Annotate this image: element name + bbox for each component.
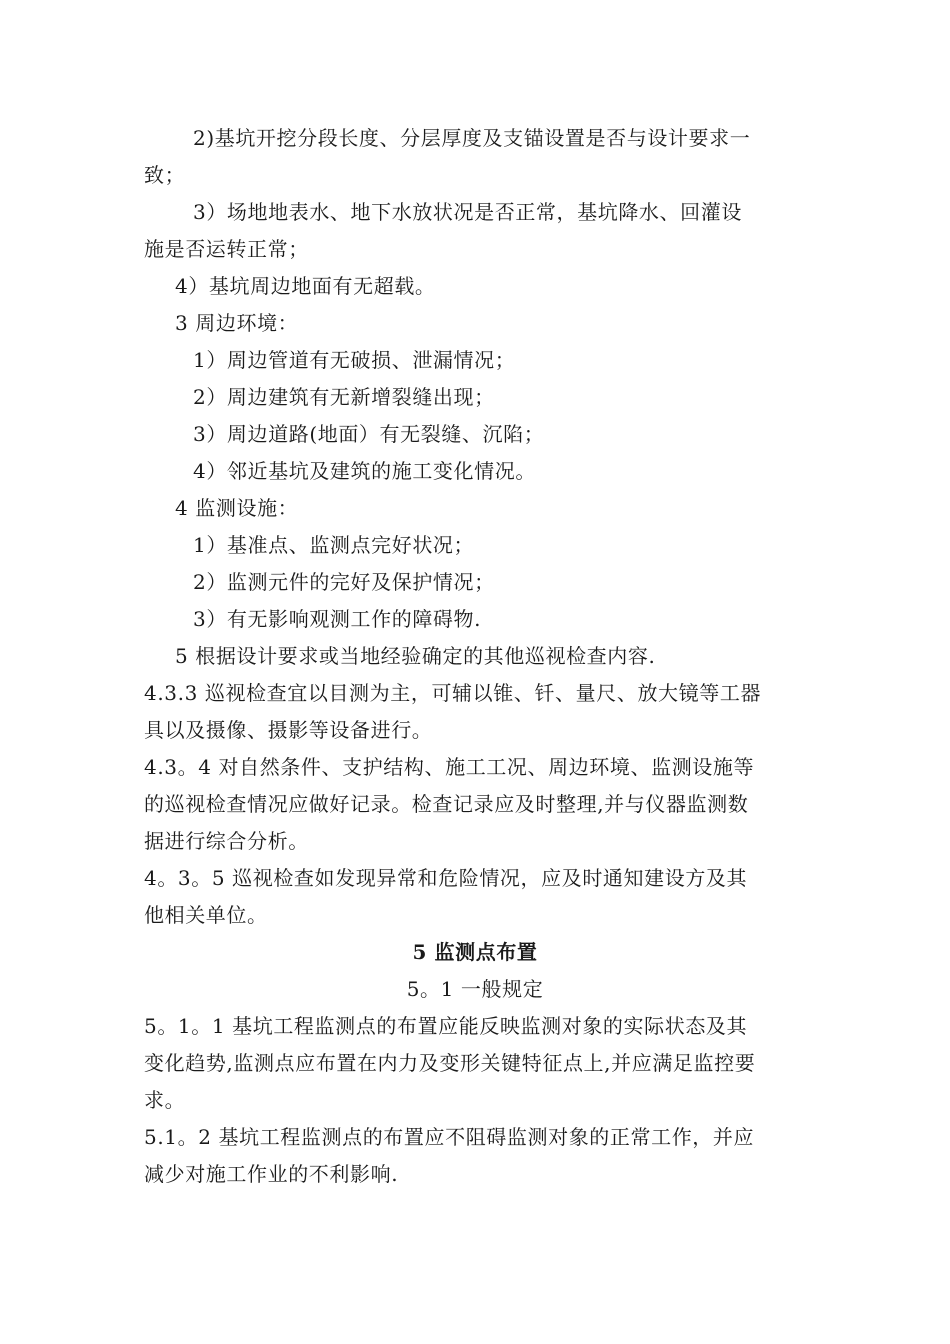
chapter-title: 5 监测点布置 — [412, 940, 538, 964]
text-line: 的巡视检查情况应做好记录。检查记录应及时整理,并与仪器监测数 — [144, 792, 749, 816]
clause-line: 4.3.3 巡视检查宜以目测为主，可辅以锥、钎、量尺、放大镜等工器 — [144, 681, 762, 705]
text-line: 4）邻近基坑及建筑的施工变化情况。 — [193, 459, 536, 483]
section-title: 5。1 一般规定 — [406, 977, 544, 1001]
text-line: 2）周边建筑有无新增裂缝出现； — [193, 385, 495, 409]
text-line: 5 根据设计要求或当地经验确定的其他巡视检查内容. — [175, 644, 656, 668]
text-line: 3）有无影响观测工作的障碍物. — [193, 607, 482, 631]
text-line: 致； — [144, 163, 186, 187]
text-line: 施是否运转正常； — [144, 237, 309, 261]
text-line: 据进行综合分析。 — [144, 829, 309, 853]
clause-line: 4.3。4 对自然条件、支护结构、施工工况、周边环境、监测设施等 — [144, 755, 755, 779]
text-line: 变化趋势,监测点应布置在内力及变形关键特征点上,并应满足监控要 — [144, 1051, 756, 1075]
text-line: 3）周边道路(地面）有无裂缝、沉陷； — [193, 422, 545, 446]
text-line: 1）基准点、监测点完好状况； — [193, 533, 475, 557]
text-line: 求。 — [144, 1088, 186, 1112]
text-line: 2）监测元件的完好及保护情况； — [193, 570, 495, 594]
section-heading: 4 监测设施： — [175, 496, 299, 520]
text-line: 具以及摄像、摄影等设备进行。 — [144, 718, 433, 742]
section-heading: 3 周边环境： — [175, 311, 299, 335]
text-line: 他相关单位。 — [144, 903, 268, 927]
text-line: 1）周边管道有无破损、泄漏情况； — [193, 348, 516, 372]
text-line: 4）基坑周边地面有无超载。 — [175, 274, 436, 298]
text-line: 减少对施工作业的不利影响. — [144, 1162, 399, 1186]
clause-line: 5.1。2 基坑工程监测点的布置应不阻碍监测对象的正常工作，并应 — [144, 1125, 755, 1149]
text-line: 3）场地地表水、地下水放状况是否正常，基坑降水、回灌设 — [193, 200, 742, 224]
clause-line: 4。3。5 巡视检查如发现异常和危险情况，应及时通知建设方及其 — [144, 866, 748, 890]
clause-line: 5。1。1 基坑工程监测点的布置应能反映监测对象的实际状态及其 — [144, 1014, 748, 1038]
text-line: 2)基坑开挖分段长度、分层厚度及支锚设置是否与设计要求一 — [193, 126, 751, 150]
